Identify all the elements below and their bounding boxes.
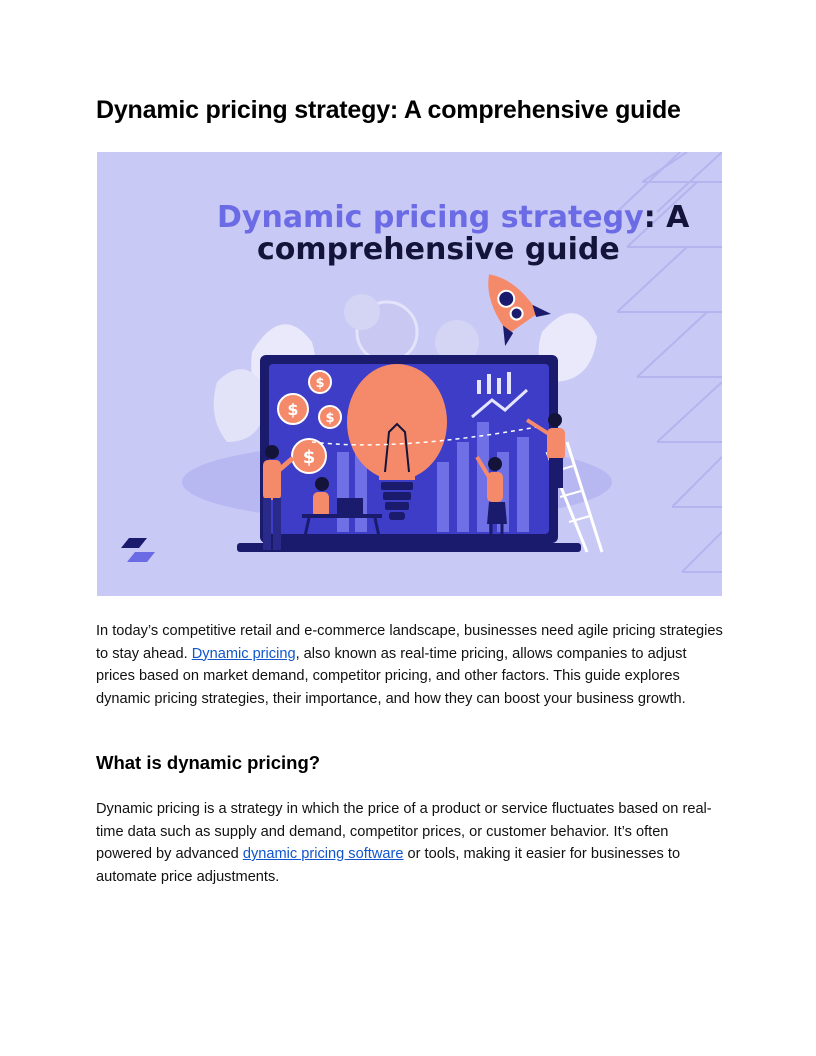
intro-paragraph	[96, 620, 726, 710]
bulb-base	[381, 482, 413, 490]
dynamic-pricing-software-link[interactable]: dynamic pricing software	[242, 846, 404, 862]
gear-small-icon	[344, 294, 380, 330]
svg-text:$: $	[287, 400, 299, 419]
definition-text-1: Dynamic pricing is a strategy in which the price of a product or service fluctuates based on real-time data such as supply and demand, competitor prices, or customer behavior. It’s often powered by advanced	[96, 801, 712, 862]
hero-illustration	[97, 152, 722, 596]
svg-text:$: $	[302, 447, 316, 468]
definition-paragraph	[96, 798, 726, 888]
page-title: Dynamic pricing strategy: A comprehensive guide	[96, 96, 681, 124]
intro-text-2: , also known as real-time pricing, allows companies to adjust prices based on market demand, competitor pricing, and other factors. This guide explores dynamic pricing strategies, their importance, and how they can boost your business growth.	[96, 645, 687, 707]
section-heading: What is dynamic pricing?	[96, 752, 321, 773]
intro-text-1: In today’s competitive retail and e-commerce landscape, businesses need agile pricing strategies to stay ahead.	[96, 623, 723, 662]
laptop-base	[237, 543, 581, 552]
hero-headline-line1: Dynamic pricing strategy: A	[217, 200, 690, 235]
hero-image	[97, 152, 722, 596]
hero-headline-line2: comprehensive guide	[257, 232, 620, 267]
svg-text:$: $	[325, 411, 335, 426]
definition-text-2: or tools, making it easier for businesses to automate price adjustments.	[96, 846, 681, 885]
leaf-left-small	[214, 369, 267, 442]
light-bulb-icon	[347, 364, 447, 480]
svg-text:$: $	[315, 376, 325, 391]
rocket-icon	[466, 258, 551, 346]
brand-logo	[121, 538, 155, 562]
dynamic-pricing-link[interactable]: Dynamic pricing	[191, 645, 296, 662]
